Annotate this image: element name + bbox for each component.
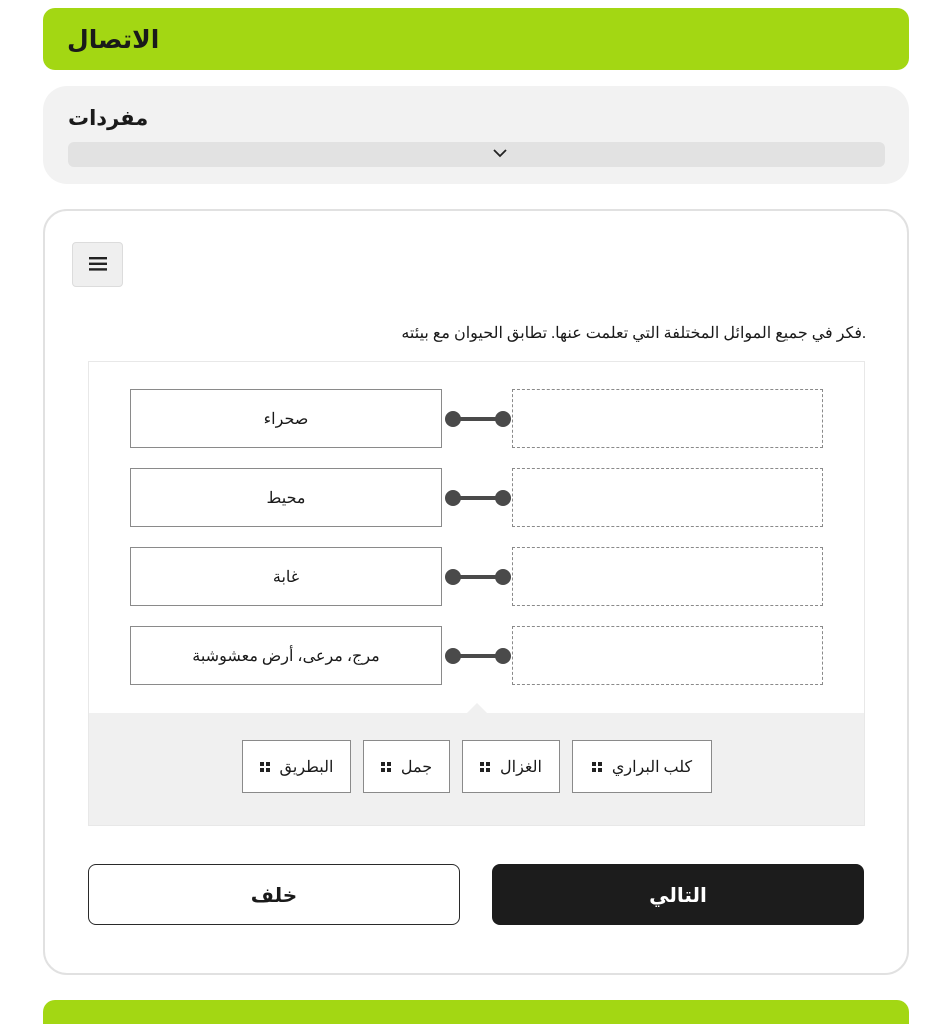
- connector-icon: [442, 487, 514, 509]
- connector-icon: [442, 566, 514, 588]
- activity-instruction: .فكر في جميع الموائل المختلفة التي تعلمت عنها. تطابق الحيوان مع بيئته: [401, 325, 866, 342]
- vocabulary-expand-toggle[interactable]: [68, 142, 885, 167]
- habitat-label: صحراء: [130, 389, 442, 448]
- section-title: الاتصال: [67, 25, 160, 54]
- match-row: [89, 626, 866, 686]
- vocabulary-title: مفردات: [68, 106, 149, 130]
- vocabulary-panel: [43, 86, 909, 184]
- habitat-label: محيط: [130, 468, 442, 527]
- connector-icon: [442, 408, 514, 430]
- drag-handle-icon: [260, 762, 270, 772]
- drop-zone[interactable]: [512, 389, 823, 448]
- drop-zone[interactable]: [512, 626, 823, 685]
- drop-zone[interactable]: [512, 547, 823, 606]
- match-row: [89, 468, 866, 528]
- drop-zone[interactable]: [512, 468, 823, 527]
- drag-handle-icon: [480, 762, 490, 772]
- section-header-bar: [43, 8, 909, 70]
- answer-bank-pointer: [467, 703, 487, 713]
- menu-button[interactable]: [72, 242, 123, 287]
- chip-label: كلب البراري: [611, 758, 693, 776]
- next-button[interactable]: التالي: [492, 864, 864, 925]
- chip-label: البطريق: [279, 758, 334, 776]
- chevron-down-icon: [493, 149, 507, 158]
- draggable-answer-chip[interactable]: [363, 740, 450, 793]
- connector-icon: [442, 645, 514, 667]
- footer-bar: [43, 1000, 909, 1024]
- drag-handle-icon: [381, 762, 391, 772]
- chip-label: الغزال: [500, 758, 542, 776]
- chip-label: جمل: [400, 758, 433, 776]
- match-row: [89, 547, 866, 607]
- habitat-label: غابة: [130, 547, 442, 606]
- answer-bank: [89, 713, 864, 825]
- hamburger-menu-icon: [89, 257, 107, 271]
- draggable-answer-chip[interactable]: [462, 740, 560, 793]
- drag-handle-icon: [592, 762, 602, 772]
- matching-area: [88, 361, 865, 826]
- draggable-answer-chip[interactable]: [242, 740, 351, 793]
- draggable-answer-chip[interactable]: [572, 740, 712, 793]
- back-button[interactable]: خلف: [88, 864, 460, 925]
- habitat-label: مرج، مرعى، أرض معشوشبة: [130, 626, 442, 685]
- match-row: [89, 389, 866, 449]
